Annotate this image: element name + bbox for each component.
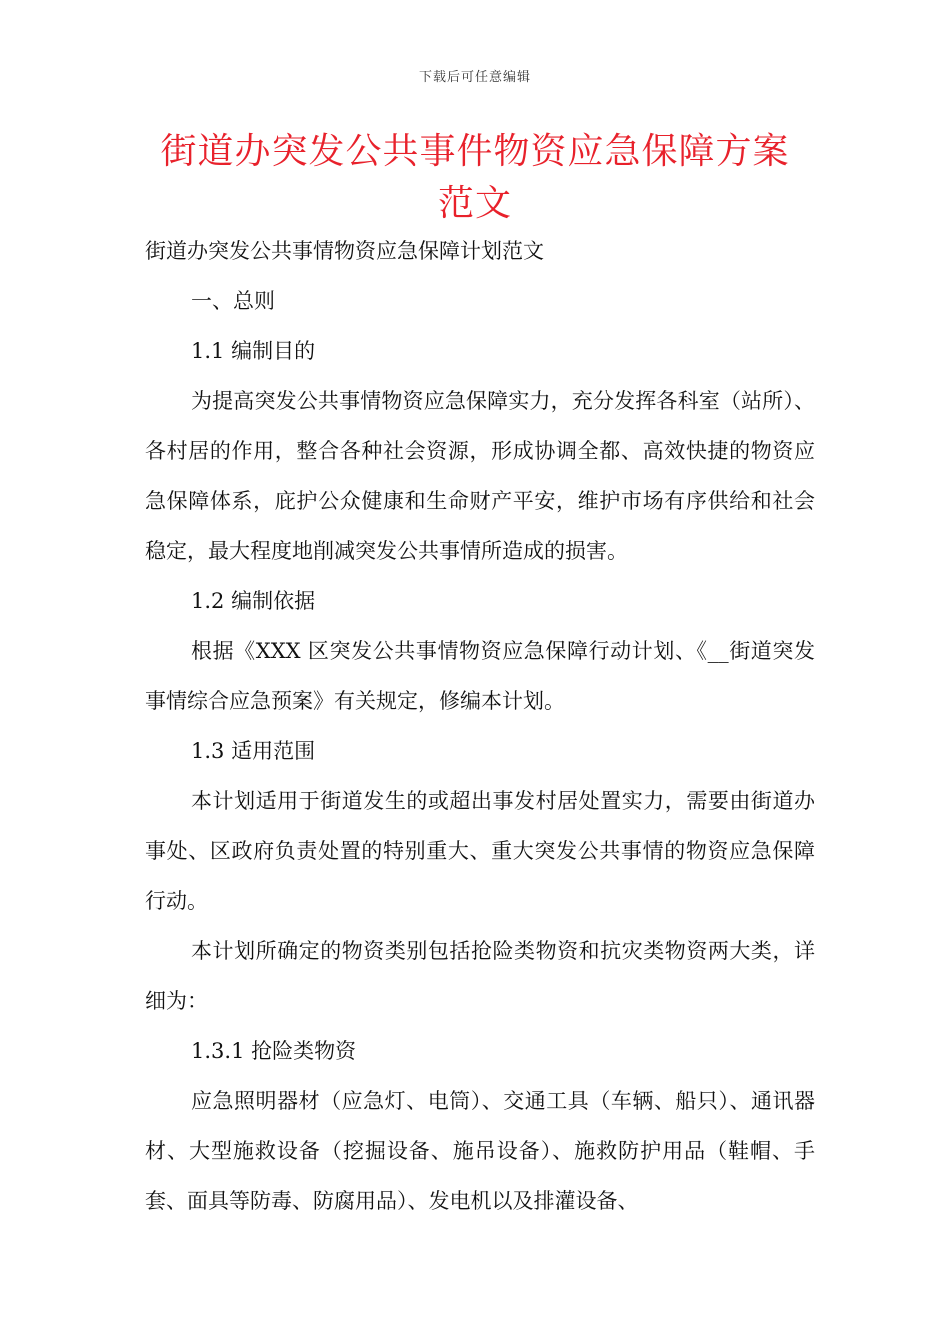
section-heading-general: 一、总则	[191, 289, 275, 313]
paragraph-scope: 本计划适用于街道发生的或超出事发村居处置实力，需要由街道办事处、区政府负责处置的特别重大、重大突发公共事情的物资应急保障行动。	[145, 789, 815, 913]
subtitle-paragraph: 街道办突发公共事情物资应急保障计划范文	[145, 239, 544, 263]
document-body	[145, 226, 815, 1226]
section-heading-rescue-materials: 1.3.1 抢险类物资	[191, 1039, 357, 1063]
paragraph-categories: 本计划所确定的物资类别包括抢险类物资和抗灾类物资两大类，详细为：	[145, 939, 815, 1013]
paragraph-basis: 根据《XXX 区突发公共事情物资应急保障行动计划、《__街道突发事情综合应急预案》有关规定，修编本计划。	[145, 639, 815, 713]
paragraph-purpose: 为提高突发公共事情物资应急保障实力，充分发挥各科室（站所）、各村居的作用，整合各种社会资源，形成协调全都、高效快捷的物资应急保障体系，庇护公众健康和生命财产平安，维护市场有序供给和社会稳定，最大程度地削减突发公共事情所造成的损害。	[145, 389, 815, 563]
section-heading-purpose: 1.1 编制目的	[191, 339, 316, 363]
header-note: 下载后可任意编辑	[418, 70, 531, 85]
section-heading-scope: 1.3 适用范围	[191, 739, 316, 763]
paragraph-rescue-materials: 应急照明器材（应急灯、电筒）、交通工具（车辆、船只）、通讯器材、大型施救设备（挖掘设备、施吊设备）、施救防护用品（鞋帽、手套、面具等防毒、防腐用品）、发电机以及排灌设备、	[145, 1089, 815, 1213]
section-heading-basis: 1.2 编制依据	[191, 589, 316, 613]
document-title: 街道办突发公共事件物资应急保障方案范文	[160, 131, 790, 224]
